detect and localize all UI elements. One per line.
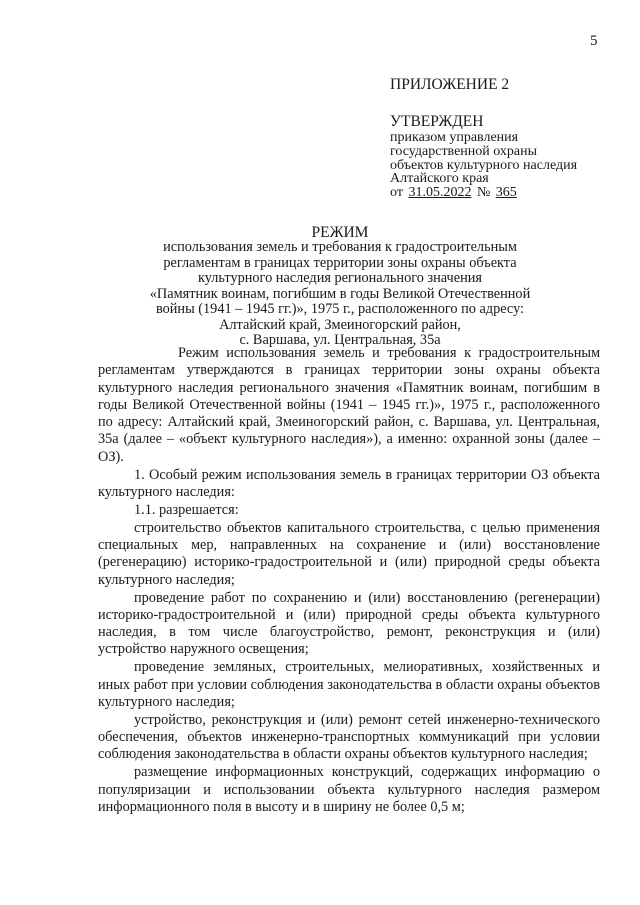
subtitle-line: «Памятник воинам, погибшим в годы Великой Отечественной: [149, 285, 531, 302]
date-prefix: от: [390, 185, 403, 201]
subtitle-line: с. Варшава, ул. Центральная, 35а: [239, 332, 441, 348]
appendix-label: ПРИЛОЖЕНИЕ 2: [390, 76, 510, 93]
section-heading-paragraph: 1. Особый режим использования земель в границах территории ОЗ объекта культурного наследия:: [98, 466, 600, 500]
approved-by-line: Алтайского края: [390, 171, 489, 187]
number-prefix: №: [476, 185, 491, 201]
approved-title: УТВЕРЖДЕН: [390, 113, 484, 130]
subtitle-line: использования земель и требования к градостроительным: [163, 239, 517, 255]
document-title: РЕЖИМ: [311, 224, 369, 241]
list-paragraph: размещение информационных конструкций, содержащих информацию о популяризации и использовании объекта культурного наследия размером информационного поля в высоту и в ширину не более 0,5 м;: [98, 764, 600, 815]
list-paragraph: проведение земляных, строительных, мелиоративных, хозяйственных и иных работ при условии соблюдения законодательства в области охраны объектов культурного наследия;: [98, 659, 600, 710]
subtitle-line: регламентам в границах территории зоны охраны объекта: [163, 254, 517, 271]
approved-by-line: объектов культурного наследия: [390, 157, 578, 173]
approved-by-line: государственной охраны: [390, 143, 538, 159]
document-subtitle: [80, 240, 600, 349]
approved-by-line: приказом управления: [390, 130, 519, 145]
subtitle-line: Алтайский край, Змеиногорский район,: [219, 316, 461, 333]
body-text: [98, 345, 600, 816]
subtitle-line: войны (1941 – 1945 гг.)», 1975 г., расположенного по адресу:: [155, 301, 525, 317]
page-number: 5: [590, 33, 598, 49]
list-paragraph: устройство, реконструкция и (или) ремонт сетей инженерно-технического обеспечения, объектов инженерно-транспортных коммуникаций при условии соблюдения законодательства в области охраны объектов культурного наследия;: [98, 711, 600, 763]
order-number: 365: [495, 185, 517, 201]
subtitle-line: культурного наследия регионального значения: [198, 270, 482, 286]
subsection-heading-paragraph: 1.1. разрешается:: [134, 501, 239, 518]
order-date-number-line: [390, 186, 577, 200]
intro-paragraph: Режим использования земель и требования к градостроительным регламентам утверждаются в границах территории зоны охраны объекта культурного наследия регионального значения «Памятник воинам, погибшим в годы Великой Отечественной войны (1941 – 1945 гг.)», 1975 г., расположенного по адресу: Алтайский край, Змеиногорский район, с. Варшава, ул. Центральная, 35а (далее – «объект культурного наследия»), а именно: охранной зоны (далее – ОЗ).: [98, 345, 600, 465]
approval-block: [390, 113, 577, 200]
order-date: 31.05.2022: [408, 185, 472, 201]
list-paragraph: проведение работ по сохранению и (или) восстановлению (регенерации) историко-градостроительной и (или) природной среды объекта культурного наследия, в том числе благоустройство, ремонт, реконструкция и (или) устройство наружного освещения;: [98, 589, 600, 658]
list-paragraph: строительство объектов капитального строительства, с целью применения специальных мер, направленных на сохранение и (или) восстановление (регенерацию) историко-градостроительной и (или) природной среды объекта культурного наследия;: [98, 519, 600, 588]
